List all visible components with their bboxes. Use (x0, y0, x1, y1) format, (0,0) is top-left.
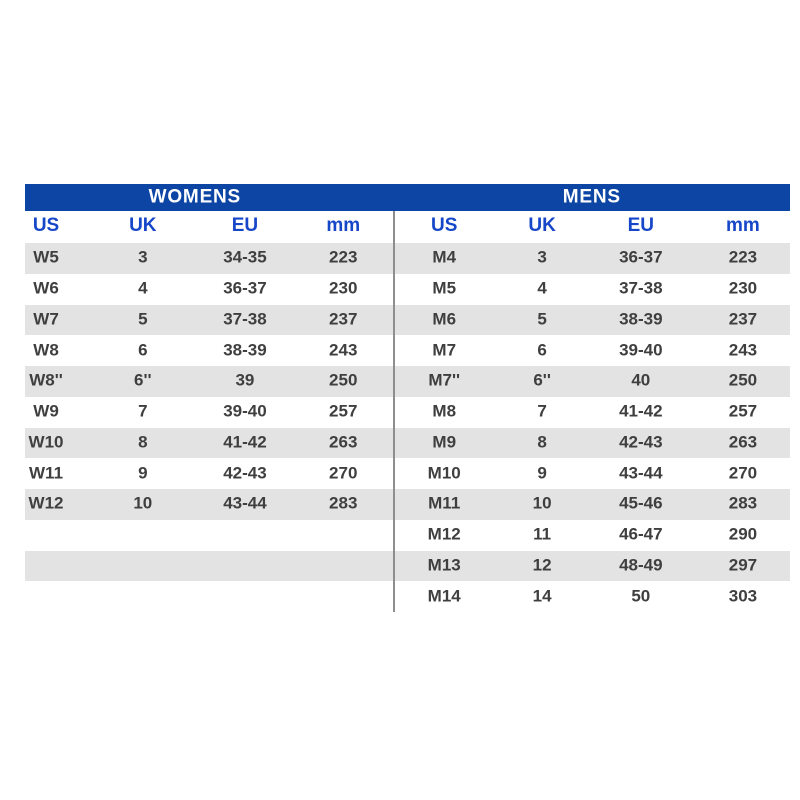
table-row-3 (25, 305, 790, 336)
cell-mens-row12-mm: 303 (728, 586, 758, 606)
cell-mens-row2-mm: 230 (728, 278, 758, 298)
cell-womens-row8-mm: 270 (329, 463, 358, 483)
cell-mens-row2-eu: 37-38 (619, 278, 663, 298)
cell-mens-row11-us: M13 (427, 555, 461, 575)
cell-mens-row9-mm: 283 (728, 493, 758, 513)
cell-womens-row2-mm: 230 (329, 278, 358, 298)
cell-mens-row3-mm: 237 (728, 309, 758, 329)
cell-womens-row3-uk: 5 (138, 309, 148, 329)
cell-womens-row8-us: W11 (29, 463, 64, 483)
cell-mens-row4-uk: 6 (537, 340, 547, 360)
cell-womens-row8-uk: 9 (138, 463, 148, 483)
table-header-banner (25, 184, 790, 211)
cell-mens-row1-eu: 36-37 (619, 247, 663, 267)
cell-mens-row5-eu: 40 (631, 370, 651, 390)
cell-womens-row6-us: W9 (33, 401, 59, 421)
table-row-2 (25, 274, 790, 305)
cell-mens-row4-mm: 243 (728, 340, 758, 360)
cell-mens-row5-mm: 250 (728, 370, 758, 390)
cell-mens-row9-eu: 45-46 (619, 493, 663, 513)
column-header-womens-eu: EU (231, 215, 259, 237)
column-header-mens-uk: UK (528, 215, 556, 237)
cell-mens-row1-us: M4 (432, 247, 457, 267)
cell-mens-row2-uk: 4 (537, 278, 547, 298)
column-header-mens-mm: mm (726, 215, 760, 237)
cell-mens-row10-us: M12 (427, 524, 461, 544)
cell-womens-row4-mm: 243 (329, 340, 358, 360)
cell-womens-row2-us: W6 (33, 278, 59, 298)
cell-womens-row4-us: W8 (33, 340, 59, 360)
cell-womens-row1-mm: 223 (329, 247, 358, 267)
size-chart-table (25, 184, 790, 612)
cell-womens-row6-uk: 7 (138, 401, 148, 421)
cell-mens-row3-eu: 38-39 (619, 309, 663, 329)
cell-mens-row6-eu: 41-42 (619, 401, 663, 421)
cell-mens-row10-mm: 290 (728, 524, 758, 544)
cell-mens-row8-us: M10 (427, 463, 461, 483)
cell-mens-row5-uk: 6'' (533, 370, 551, 390)
table-row-8 (25, 458, 790, 489)
cell-mens-row8-mm: 270 (728, 463, 758, 483)
cell-mens-row1-mm: 223 (728, 247, 758, 267)
cell-womens-row7-eu: 41-42 (223, 432, 267, 452)
cell-mens-row11-mm: 297 (728, 555, 758, 575)
cell-womens-row5-mm: 250 (329, 370, 358, 390)
cell-mens-row3-us: M6 (432, 309, 457, 329)
cell-mens-row10-uk: 11 (533, 524, 552, 544)
cell-womens-row5-us: W8'' (29, 370, 63, 390)
cell-mens-row1-uk: 3 (537, 247, 547, 267)
cell-womens-row4-eu: 38-39 (223, 340, 267, 360)
cell-mens-row10-eu: 46-47 (619, 524, 663, 544)
womens-section-title: WOMENS (148, 186, 242, 208)
cell-mens-row11-eu: 48-49 (619, 555, 663, 575)
cell-womens-row5-eu: 39 (235, 370, 255, 390)
cell-womens-row7-us: W10 (28, 432, 64, 452)
table-row-12 (25, 581, 790, 612)
table-row-10 (25, 520, 790, 551)
cell-womens-row4-uk: 6 (138, 340, 148, 360)
cell-mens-row7-uk: 8 (537, 432, 547, 452)
column-header-mens-eu: EU (627, 215, 655, 237)
cell-mens-row9-us: M11 (428, 493, 461, 513)
table-row-5 (25, 366, 790, 397)
cell-mens-row7-mm: 263 (728, 432, 758, 452)
cell-womens-row9-uk: 10 (133, 493, 153, 513)
cell-mens-row12-us: M14 (427, 586, 461, 606)
cell-mens-row5-us: M7'' (428, 370, 461, 390)
cell-mens-row12-uk: 14 (532, 586, 552, 606)
mens-section-title: MENS (562, 186, 621, 208)
table-row-1 (25, 243, 790, 274)
cell-womens-row3-eu: 37-38 (223, 309, 267, 329)
cell-womens-row9-eu: 43-44 (223, 493, 267, 513)
table-row-11 (25, 551, 790, 582)
cell-mens-row6-mm: 257 (728, 401, 758, 421)
column-header-womens-mm: mm (326, 215, 361, 237)
cell-mens-row12-eu: 50 (631, 586, 651, 606)
cell-womens-row8-eu: 42-43 (223, 463, 267, 483)
cell-womens-row9-us: W12 (28, 493, 64, 513)
cell-womens-row1-us: W5 (33, 247, 59, 267)
table-row-7 (25, 428, 790, 459)
cell-womens-row3-mm: 237 (329, 309, 358, 329)
cell-mens-row6-uk: 7 (537, 401, 547, 421)
column-header-womens-us: US (32, 215, 60, 237)
cell-womens-row3-us: W7 (33, 309, 59, 329)
cell-mens-row4-us: M7 (432, 340, 457, 360)
cell-womens-row7-uk: 8 (138, 432, 148, 452)
cell-mens-row2-us: M5 (432, 278, 457, 298)
cell-mens-row7-us: M9 (432, 432, 457, 452)
cell-mens-row6-us: M8 (432, 401, 457, 421)
column-header-mens-us: US (431, 215, 458, 237)
cell-mens-row7-eu: 42-43 (619, 432, 663, 452)
table-row-4 (25, 335, 790, 366)
cell-womens-row2-eu: 36-37 (223, 278, 267, 298)
section-divider-line (393, 211, 395, 612)
cell-womens-row6-eu: 39-40 (223, 401, 267, 421)
table-row-6 (25, 397, 790, 428)
cell-womens-row7-mm: 263 (329, 432, 358, 452)
cell-mens-row3-uk: 5 (537, 309, 547, 329)
cell-mens-row4-eu: 39-40 (619, 340, 663, 360)
cell-womens-row5-uk: 6'' (134, 370, 152, 390)
table-row-9 (25, 489, 790, 520)
cell-mens-row8-eu: 43-44 (619, 463, 663, 483)
table-body (25, 243, 790, 612)
cell-mens-row11-uk: 12 (532, 555, 552, 575)
cell-womens-row1-uk: 3 (138, 247, 148, 267)
cell-womens-row6-mm: 257 (329, 401, 358, 421)
cell-womens-row9-mm: 283 (329, 493, 358, 513)
cell-mens-row9-uk: 10 (532, 493, 552, 513)
cell-womens-row1-eu: 34-35 (223, 247, 267, 267)
column-header-row (25, 211, 790, 243)
cell-womens-row2-uk: 4 (138, 278, 148, 298)
cell-mens-row8-uk: 9 (537, 463, 547, 483)
column-header-womens-uk: UK (129, 215, 157, 237)
